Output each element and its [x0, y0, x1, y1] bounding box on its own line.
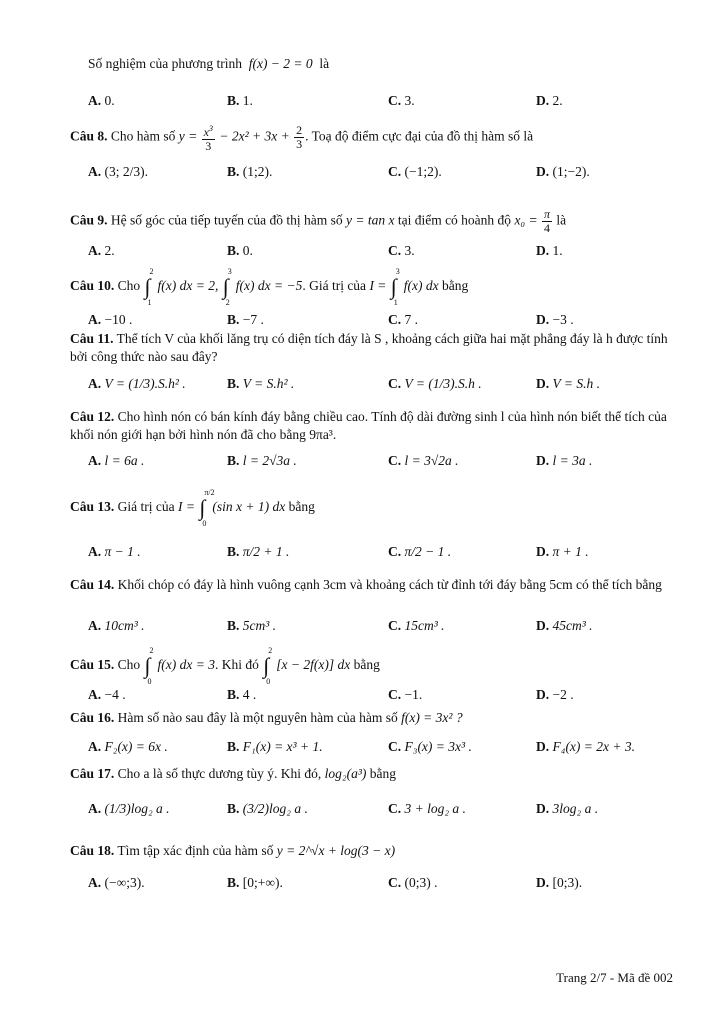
question-10-stem: Câu 10. Cho 2 ∫ 1 f(x) dx = 2, 3 ∫ 2 f(x) dx = −5. Giá trị của I = 3 ∫ 1 f(x) dx bằng: [70, 267, 469, 307]
q7-option-c[interactable]: C. 3.: [388, 93, 415, 108]
question-16-stem: Câu 16. Hàm số nào sau đây là một nguyên hàm của hàm số f(x) = 3x² ?: [70, 710, 463, 725]
q8-option-b[interactable]: B. (1;2).: [227, 164, 273, 179]
q8-option-d[interactable]: D. (1;−2).: [536, 164, 590, 179]
q11-option-a[interactable]: A. V = (1/3).S.h² .: [88, 376, 186, 391]
q18-option-d[interactable]: D. [0;3).: [536, 875, 583, 890]
integral-sign: 2 ∫ 0: [263, 646, 273, 686]
q8-option-a[interactable]: A. (3; 2/3).: [88, 164, 148, 179]
q9-option-d[interactable]: D. 1.: [536, 243, 563, 258]
integral-sign: 2 ∫ 1: [144, 267, 154, 307]
q14-option-c[interactable]: C. 15cm³ .: [388, 618, 445, 633]
q17-option-c[interactable]: C. 3 + log₂ a .: [388, 801, 466, 816]
q12-option-b[interactable]: B. l = 2√3a .: [227, 453, 297, 468]
q17-option-a[interactable]: A. (1/3)log₂ a .: [88, 801, 170, 816]
q14-option-a[interactable]: A. 10cm³ .: [88, 618, 145, 633]
q14-option-b[interactable]: B. 5cm³ .: [227, 618, 277, 633]
q16-option-a[interactable]: A. F₂(x) = 6x .: [88, 739, 168, 754]
q13-option-d[interactable]: D. π + 1 .: [536, 544, 589, 559]
q13-option-c[interactable]: C. π/2 − 1 .: [388, 544, 452, 559]
question-13-stem: Câu 13. Giá trị của I = π/2 ∫ 0 (sin x + 1) dx bằng: [70, 488, 315, 528]
question-14-stem: Câu 14. Khối chóp có đáy là hình vuông cạnh 3cm và khoảng cách từ đỉnh tới đáy bằng 5cm có thể tích bằng: [70, 577, 662, 592]
q9-option-a[interactable]: A. 2.: [88, 243, 115, 258]
q7-option-a[interactable]: A. 0.: [88, 93, 115, 108]
fraction-2-over-3: $\frac{2}{3}$: [296, 123, 303, 151]
q9-option-b[interactable]: B. 0.: [227, 243, 253, 258]
q17-option-d[interactable]: D. 3log₂ a .: [536, 801, 599, 816]
q10-option-b[interactable]: B. −7 .: [227, 312, 264, 327]
q18-option-c[interactable]: C. (0;3) .: [388, 875, 438, 890]
question-11-stem: Câu 11. Thể tích V của khối lăng trụ có diện tích đáy là S , khoảng cách giữa hai mặt phẳng đáy là h được tính bởi công thức nào sau đây?: [70, 331, 668, 364]
q11-option-c[interactable]: C. V = (1/3).S.h .: [388, 376, 482, 391]
q14-option-d[interactable]: D. 45cm³ .: [536, 618, 593, 633]
q18-option-b[interactable]: B. [0;+∞).: [227, 875, 283, 890]
integral-sign: 2 ∫ 0: [144, 646, 154, 686]
q15-option-c[interactable]: C. −1.: [388, 687, 423, 702]
question-8-stem: Câu 8. Cho hàm số y = $\frac{x^3}{3}$ − 2x² + 3x + $\frac{2}{3}$ . Toạ độ điểm cực đại của đồ thị hàm số là: [70, 123, 534, 153]
q10-option-c[interactable]: C. 7 .: [388, 312, 418, 327]
question-7-stem: Số nghiệm của phương trình f(x) − 2 = 0 là: [88, 56, 330, 71]
question-18-stem: Câu 18. Tìm tập xác định của hàm số y = 2^√x + log(3 − x): [70, 843, 396, 858]
q12-option-a[interactable]: A. l = 6a .: [88, 453, 145, 468]
q15-option-a[interactable]: A. −4 .: [88, 687, 126, 702]
q18-option-a[interactable]: A. (−∞;3).: [88, 875, 145, 890]
page-footer: Trang 2/7 - Mã đề 002: [556, 970, 673, 985]
q12-option-c[interactable]: C. l = 3√2a .: [388, 453, 459, 468]
q13-option-a[interactable]: A. π − 1 .: [88, 544, 141, 559]
q11-option-b[interactable]: B. V = S.h² .: [227, 376, 295, 391]
q16-option-b[interactable]: B. F₁(x) = x³ + 1.: [227, 739, 323, 754]
question-15-stem: Câu 15. Cho 2 ∫ 0 f(x) dx = 3. Khi đó 2 ∫ 0 [x − 2f(x)] dx bằng: [70, 646, 380, 686]
question-9-stem: Câu 9. Hệ số góc của tiếp tuyến của đồ thị hàm số y = tan x tại điểm có hoành độ x₀ = $\frac{\pi}{4}$ là: [70, 207, 567, 235]
question-17-stem: Câu 17. Cho a là số thực dương tùy ý. Khi đó, log₂(a³) bằng: [70, 766, 397, 781]
q10-option-d[interactable]: D. −3 .: [536, 312, 574, 327]
q13-option-b[interactable]: B. π/2 + 1 .: [227, 544, 290, 559]
q16-option-d[interactable]: D. F₄(x) = 2x + 3.: [536, 739, 636, 754]
q10-option-a[interactable]: A. −10 .: [88, 312, 133, 327]
integral-sign: π/2 ∫ 0: [199, 488, 215, 528]
fraction-pi-over-4: $\frac{\pi}{4}$: [543, 207, 550, 235]
q15-option-d[interactable]: D. −2 .: [536, 687, 574, 702]
q17-option-b[interactable]: B. (3/2)log₂ a .: [227, 801, 308, 816]
q9-option-c[interactable]: C. 3.: [388, 243, 415, 258]
q7-option-d[interactable]: D. 2.: [536, 93, 563, 108]
q12-option-d[interactable]: D. l = 3a .: [536, 453, 593, 468]
fraction-x3-over-3: $\frac{x^3}{3}$: [203, 124, 213, 153]
q8-option-c[interactable]: C. (−1;2).: [388, 164, 442, 179]
q7-option-b[interactable]: B. 1.: [227, 93, 253, 108]
integral-sign: 3 ∫ 1: [390, 267, 400, 307]
q15-option-b[interactable]: B. 4 .: [227, 687, 257, 702]
q11-option-d[interactable]: D. V = S.h .: [536, 376, 600, 391]
question-12-stem: Câu 12. Cho hình nón có bán kính đáy bằng chiều cao. Tính độ dài đường sinh l của hình nón biết thể tích của khối nón giới hạn bởi hình nón đã cho bằng 9πa³.: [70, 409, 667, 442]
q16-option-c[interactable]: C. F₃(x) = 3x³ .: [388, 739, 472, 754]
integral-sign: 3 ∫ 2: [222, 267, 232, 307]
